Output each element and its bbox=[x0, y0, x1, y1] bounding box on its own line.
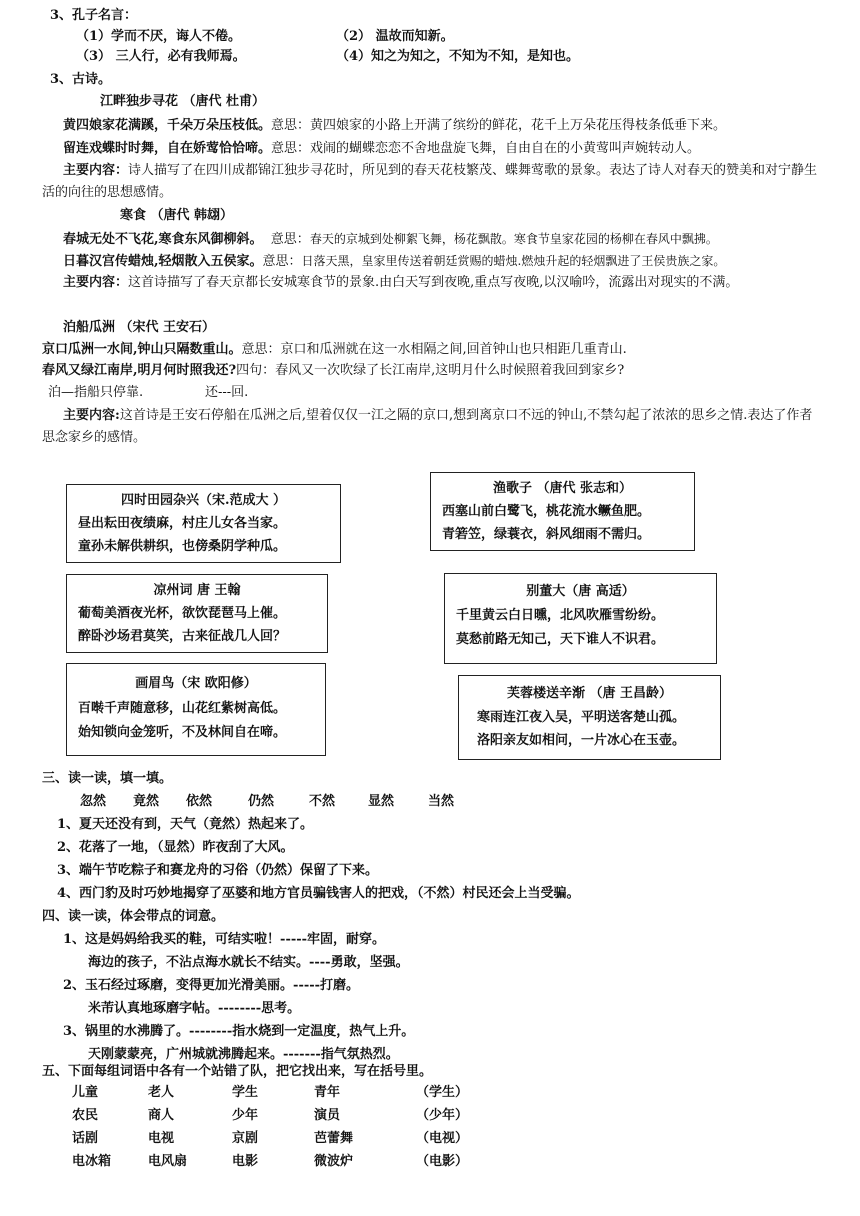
poem-box-line: 莫愁前路无知己，天下谁人不识君。 bbox=[456, 632, 665, 647]
poem-box bbox=[66, 663, 326, 756]
word-bank-item: 仍然 bbox=[248, 794, 275, 809]
poem-verse: 黄四娘家花满蹊，千朵万朵压枝低。 bbox=[63, 118, 272, 133]
word-cell: 商人 bbox=[148, 1108, 175, 1123]
word-meaning-line: 2、玉石经过琢磨，变得更加光滑美丽。-----打磨。 bbox=[63, 978, 360, 993]
poem-box-line: 百啭千声随意移，山花红紫树高低。 bbox=[78, 701, 287, 716]
word-bank-item: 当然 bbox=[428, 794, 455, 809]
poem-box-title: 凉州词 唐 王翰 bbox=[153, 583, 241, 598]
poem2-main-content bbox=[42, 272, 824, 294]
answer-cell: （少年） bbox=[416, 1108, 469, 1123]
poem-verse: 京口瓜洲一水间,钟山只隔数重山。 bbox=[42, 342, 242, 357]
answer-cell: （电影） bbox=[416, 1154, 469, 1169]
section4-heading: 四、读一读，体会带点的词意。 bbox=[42, 909, 225, 924]
poem-box bbox=[430, 472, 695, 551]
poem-box-line: 寒雨连江夜入吴，平明送客楚山孤。 bbox=[477, 710, 686, 725]
word-bank-item: 竟然 bbox=[133, 794, 160, 809]
poem3-note-2: 还---回. bbox=[205, 385, 249, 400]
poem-box-line: 西塞山前白鹭飞，桃花流水鳜鱼肥。 bbox=[442, 504, 651, 519]
word-meaning-line: 1、这是妈妈给我买的鞋，可结实啦！-----牢固，耐穿。 bbox=[63, 932, 386, 947]
section5-heading: 五、下面每组词语中各有一个站错了队，把它找出来，写在括号里。 bbox=[42, 1064, 433, 1079]
word-bank-item: 显然 bbox=[368, 794, 395, 809]
word-cell: 微波炉 bbox=[314, 1154, 354, 1169]
poem2-line1 bbox=[63, 229, 718, 250]
poem-meaning: 意思：黄四娘家的小路上开满了缤纷的鲜花，花千上万朵花压得枝条低垂下来。 bbox=[271, 118, 727, 133]
poem2-title: 寒食 （唐代 韩翃） bbox=[120, 208, 234, 223]
poem-verse: 留连戏蝶时时舞，自在娇莺恰恰啼。 bbox=[63, 141, 272, 156]
poem-box-line: 千里黄云白日曛，北风吹雁雪纷纷。 bbox=[456, 608, 665, 623]
poem-box-line: 昼出耘田夜绩麻，村庄儿女各当家。 bbox=[78, 516, 287, 531]
word-cell: 老人 bbox=[148, 1085, 175, 1100]
answer-cell: （学生） bbox=[416, 1085, 469, 1100]
poem-meaning-label: 意思： bbox=[262, 254, 302, 269]
word-meaning-line: 3、锅里的水沸腾了。--------指水烧到一定温度，热气上升。 bbox=[63, 1024, 415, 1039]
main-content-label: 主要内容： bbox=[63, 275, 129, 290]
poem-box-title: 芙蓉楼送辛渐 （唐 王昌龄） bbox=[506, 686, 673, 701]
word-cell: 电风扇 bbox=[148, 1154, 188, 1169]
poem-meaning: 四句：春风又一次吹绿了长江南岸,这明月什么时候照着我回到家乡? bbox=[236, 363, 625, 378]
word-meaning-line: 海边的孩子，不沾点海水就长不结实。----勇敢，坚强。 bbox=[88, 955, 409, 970]
poem-box-title: 画眉鸟（宋 欧阳修） bbox=[135, 676, 257, 691]
confucius-quote-4: （4）知之为知之，不知为不知，是知也。 bbox=[336, 49, 580, 64]
confucius-quote-3: （3） 三人行，必有我师焉。 bbox=[76, 49, 246, 64]
word-cell: 京剧 bbox=[232, 1131, 259, 1146]
poem-box bbox=[66, 574, 328, 653]
confucius-heading: 3、孔子名言： bbox=[50, 8, 138, 23]
poem-box bbox=[66, 484, 341, 563]
word-cell: 演员 bbox=[314, 1108, 341, 1123]
poem3-line2 bbox=[42, 361, 624, 381]
word-cell: 电影 bbox=[232, 1154, 259, 1169]
word-cell: 芭蕾舞 bbox=[314, 1131, 354, 1146]
word-bank-item: 依然 bbox=[186, 794, 213, 809]
poem2-line2 bbox=[63, 251, 725, 272]
word-meaning-line: 天刚蒙蒙亮，广州城就沸腾起来。-------指气氛热烈。 bbox=[88, 1047, 399, 1062]
word-cell: 电视 bbox=[148, 1131, 175, 1146]
poem-box-line: 醉卧沙场君莫笑，古来征战几人回？ bbox=[78, 629, 287, 644]
main-content-text: 这首诗描写了春天京都长安城寒食节的景象.由白天写到夜晚,重点写夜晚,以汉喻吟，流露出对现实的不满。 bbox=[128, 275, 739, 290]
poem-meaning: 春天的京城到处柳絮飞舞，杨花飘散。寒食节皇家花园的杨柳在春风中飘拂。 bbox=[309, 232, 718, 246]
poem-box-line: 葡萄美酒夜光杯，欲饮琵琶马上催。 bbox=[78, 606, 287, 621]
poem-box-line: 洛阳亲友如相问，一片冰心在玉壶。 bbox=[477, 733, 686, 748]
poem-verse: 春风又绿江南岸,明月何时照我还? bbox=[42, 363, 237, 378]
fill-item: 2、花落了一地，（显然）昨夜刮了大风。 bbox=[57, 840, 294, 855]
word-cell: 电冰箱 bbox=[72, 1154, 112, 1169]
word-bank-item: 不然 bbox=[309, 794, 336, 809]
main-content-text: 诗人描写了在四川成都锦江独步寻花时，所见到的春天花枝繁茂、蝶舞莺歌的景象。表达了诗人对春天的赞美和对宁静生活的向往的思想感情。 bbox=[42, 163, 818, 200]
poem-verse: 春城无处不飞花,寒食东风御柳斜。 bbox=[63, 232, 263, 247]
poem-box-title: 四时田园杂兴（宋.范成大 ） bbox=[120, 493, 287, 508]
poem-meaning: 日落天黑，皇家里传送着朝廷赏赐的蜡烛.燃烛升起的轻烟飘进了王侯贵族之家。 bbox=[301, 254, 726, 268]
poem1-line1 bbox=[63, 116, 726, 136]
poem1-title: 江畔独步寻花 （唐代 杜甫） bbox=[100, 94, 266, 109]
word-cell: 少年 bbox=[232, 1108, 259, 1123]
poem3-title: 泊船瓜洲 （宋代 王安石） bbox=[63, 320, 216, 335]
main-content-label: 主要内容: bbox=[63, 408, 120, 423]
answer-cell: （电视） bbox=[416, 1131, 469, 1146]
poem3-note-1: 泊—指船只停靠. bbox=[48, 385, 144, 400]
word-cell: 学生 bbox=[232, 1085, 259, 1100]
poem1-main-content bbox=[42, 160, 824, 204]
main-content-text: 这首诗是王安石停船在瓜洲之后,望着仅仅一江之隔的京口,想到离京口不远的钟山,不禁勾起了浓浓的思乡之情.表达了作者思念家乡的感情。 bbox=[42, 408, 813, 445]
word-cell: 儿童 bbox=[72, 1085, 99, 1100]
fill-item: 1、夏天还没有到，天气（竟然）热起来了。 bbox=[57, 817, 314, 832]
poem-box-title: 渔歌子 （唐代 张志和） bbox=[492, 481, 633, 496]
poem3-line1 bbox=[42, 340, 627, 360]
word-cell: 农民 bbox=[72, 1108, 99, 1123]
fill-item: 3、端午节吃粽子和赛龙舟的习俗（仍然）保留了下来。 bbox=[57, 863, 379, 878]
poem-box-line: 青箬笠，绿蓑衣，斜风细雨不需归。 bbox=[442, 527, 651, 542]
poem-verse: 日暮汉宫传蜡烛,轻烟散入五侯家。 bbox=[63, 254, 263, 269]
poem-box-line: 始知锁向金笼听，不及林间自在啼。 bbox=[78, 725, 287, 740]
poem-box-title: 别董大（唐 高适） bbox=[526, 584, 635, 599]
poem-box bbox=[444, 573, 717, 664]
section3-heading: 三、读一读，填一填。 bbox=[42, 771, 173, 786]
word-cell: 青年 bbox=[314, 1085, 341, 1100]
word-bank-item: 忽然 bbox=[80, 794, 107, 809]
word-cell: 话剧 bbox=[72, 1131, 99, 1146]
poem-box bbox=[458, 675, 721, 760]
poem-meaning: 意思：京口和瓜洲就在这一水相隔之间,回首钟山也只相距几重青山. bbox=[241, 342, 627, 357]
poems-heading: 3、古诗。 bbox=[50, 72, 112, 87]
main-content-label: 主要内容： bbox=[63, 163, 129, 178]
poem-meaning: 意思：戏闹的蝴蝶恋恋不舍地盘旋飞舞，自由自在的小黄莺叫声婉转动人。 bbox=[271, 141, 701, 156]
poem1-line2 bbox=[63, 139, 700, 159]
fill-item: 4、西门豹及时巧妙地揭穿了巫婆和地方官员骗钱害人的把戏，（不然）村民还会上当受骗。 bbox=[57, 886, 580, 901]
confucius-quote-2: （2） 温故而知新。 bbox=[336, 29, 454, 44]
confucius-quote-1: （1）学而不厌，诲人不倦。 bbox=[76, 29, 242, 44]
poem-meaning-label: 意思： bbox=[270, 232, 310, 247]
poem-box-line: 童孙未解供耕织，也傍桑阴学种瓜。 bbox=[78, 539, 287, 554]
poem3-main-content bbox=[42, 405, 824, 449]
word-meaning-line: 米芾认真地琢磨字帖。--------思考。 bbox=[88, 1001, 301, 1016]
